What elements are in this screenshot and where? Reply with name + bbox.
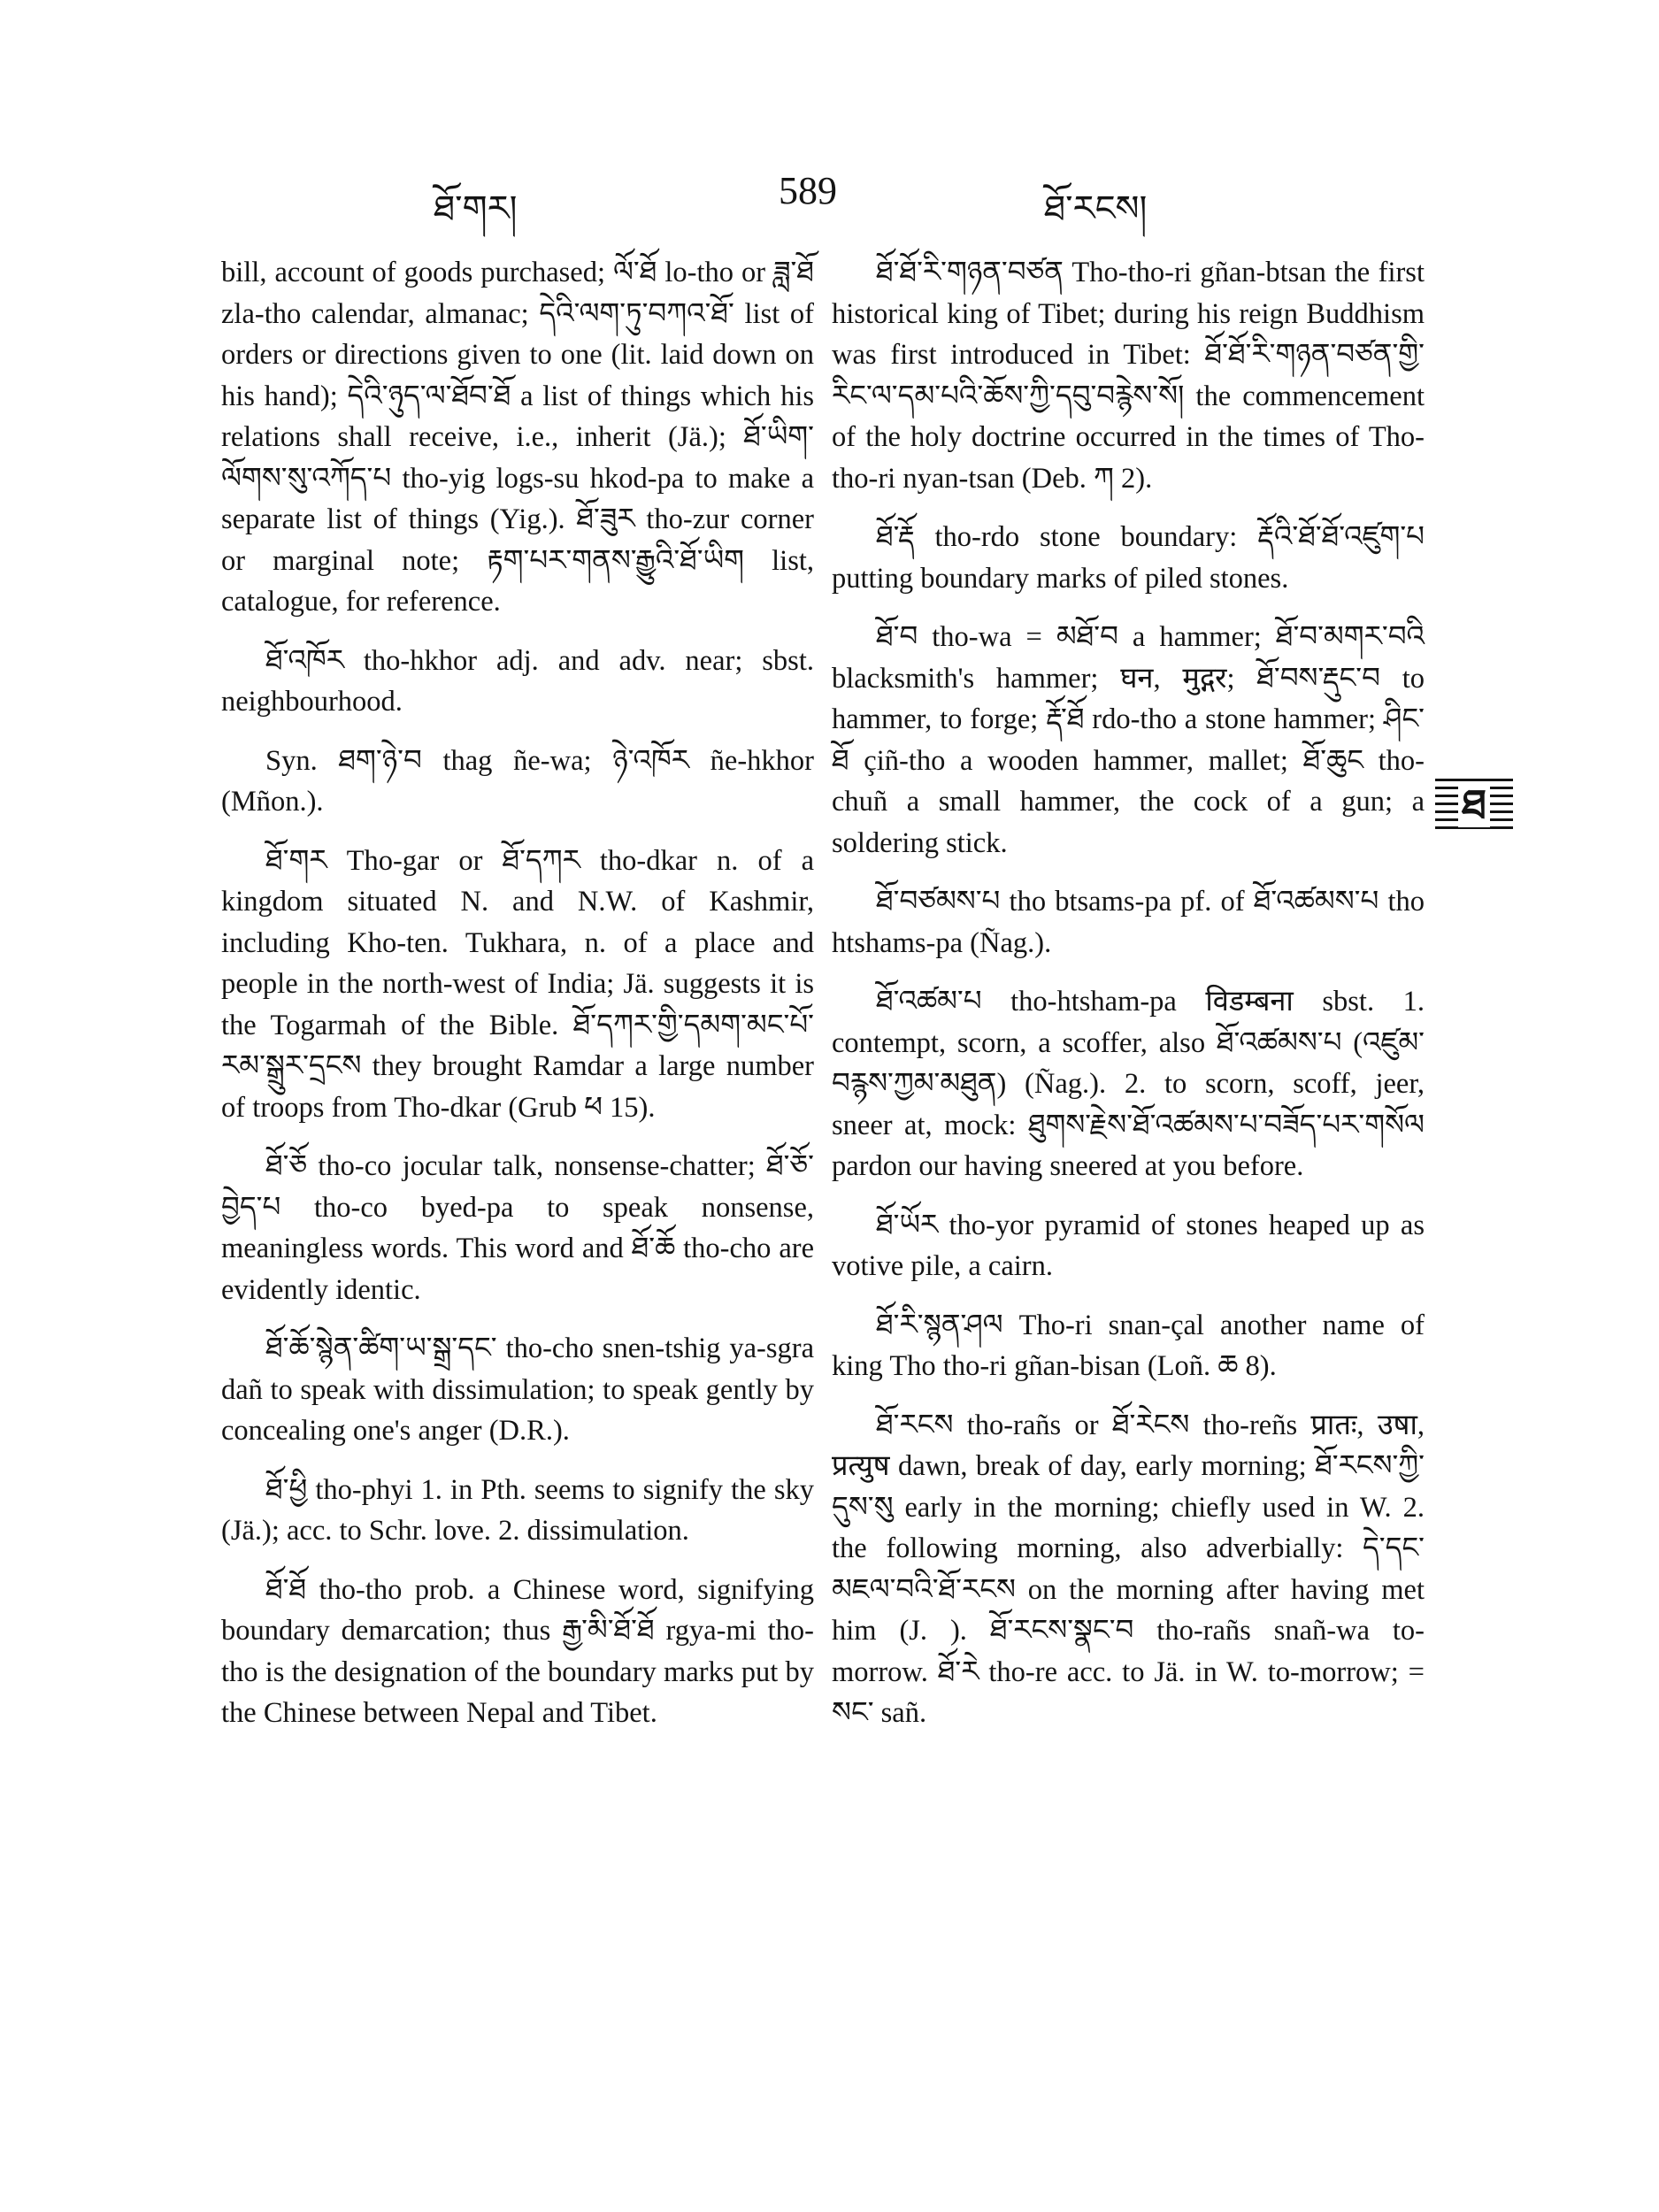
- running-head-right: ཐོ་རངས།: [1044, 188, 1148, 228]
- dictionary-entry: [221, 1328, 814, 1452]
- dictionary-entry: [221, 641, 814, 723]
- page-number: 589: [779, 169, 837, 212]
- entry-text: ཐོ་བ tho-wa = མཐོ་བ a hammer; ཐོ་བ་མགར་བའི blacksmith's hammer; घन, मुद्गर; ཐོ་བས་རྡུང་བ to hammer, to forge; རྡོ་ཐོ rdo-tho a stone hammer; ཤིང་ཐོ çiñ-tho a wooden hammer, mallet; ཐོ་ཆུང tho-chuñ a small hammer, the cock of a gun; a soldering stick.: [832, 621, 1425, 859]
- entry-text: bill, account of goods purchased; ལོ་ཐོ lo-tho or ཟླ་ཐོ zla-tho calendar, almanac; དེའི་ལག་ཏུ་བཀའ་ཐོ་ list of orders or directions given to one (lit. laid down on his hand); དེའི་ཉུད་ལ་ཐོབ་ཐོ a list of things which his relations shall receive, i.e., inherit (Jä.); ཐོ་ཡིག་ལོགས་སུ་འཀོད་པ tho-yig logs-su hkod-pa to make a separate list of things (Yig.). ཐོ་ཟུར tho-zur corner or marginal note; རྟག་པར་གནས་རྒྱུའི་ཐོ་ཡིག list, catalogue, for reference.: [221, 257, 814, 618]
- dictionary-entry: [221, 1570, 814, 1734]
- entry-text: ཐོ་ཅོ tho-co jocular talk, nonsense-chatter; ཐོ་ཅོ་བྱེད་པ tho-co byed-pa to speak nonsense, meaningless words. This word and ཐོ་ཆོ tho-cho are evidently identic.: [221, 1150, 814, 1306]
- dictionary-entry: [832, 617, 1425, 864]
- dictionary-entry: [832, 1405, 1425, 1734]
- thumb-index-letter-text: ཐ: [1458, 782, 1490, 827]
- running-head-left: ཐོ་གར།: [434, 188, 518, 228]
- dictionary-entry: [221, 1470, 814, 1552]
- entry-text: ཐོ་གར Tho-gar or ཐོ་དཀར tho-dkar n. of a kingdom situated N. and N.W. of Kashmir, including Kho-ten. Tukhara, n. of a place and people in the north-west of India; Jä. suggests it is the Togarmah of the Bible. ཐོ་དཀར་གྱི་དམག་མང་པོ་རམ་སྒྲུར་དྲངས they brought Ramdar a large number of troops from Tho-dkar (Grub ཕ 15).: [221, 844, 814, 1124]
- entry-text: ཐོ་ཕྱི tho-phyi 1. in Pth. seems to signify the sky (Jä.); acc. to Schr. love. 2. dissimulation.: [221, 1473, 814, 1547]
- entry-text: ཐོ་འཁོར tho-hkhor adj. and adv. near; sbst. neighbourhood.: [221, 644, 814, 718]
- entry-text: ཐོ་འཚམ་པ tho-htsham-pa विडम्बना sbst. 1. contempt, scorn, a scoffer, also ཐོ་འཚམས་པ (འཛུམ་བརྙས་ཀྱམ་མཐུན) (Ñag.). 2. to scorn, scoff, jeer, sneer at, mock: ཐུགས་རྗེས་ཐོ་འཚམས་པ་བཟོད་པར་གསོལ pardon our having sneered at you before.: [832, 986, 1425, 1182]
- thumb-index-letter: [1435, 782, 1513, 828]
- entry-text: Syn. ཐག་ཉེ་བ thag ñe-wa; ཉེ་འཁོར ñe-hkhor (Mñon.).: [221, 744, 814, 818]
- dictionary-entry: [221, 841, 814, 1129]
- dictionary-entry: [832, 517, 1425, 599]
- dictionary-entry: [832, 881, 1425, 964]
- thumb-index-mark: [1435, 779, 1513, 833]
- dictionary-entry: [832, 981, 1425, 1187]
- entry-text: ཐོ་བཙམས་པ tho btsams-pa pf. of ཐོ་འཚམས་པ tho htshams-pa (Ñag.).: [832, 886, 1425, 959]
- dictionary-entry: [832, 1305, 1425, 1387]
- entry-text: ཐོ་རྡོ tho-rdo stone boundary: རྡོའི་ཐོ་ཐོ་འཛུག་པ putting boundary marks of piled stones.: [832, 521, 1425, 595]
- entry-text: ཐོ་ཐོ་རི་གཉན་བཙན Tho-tho-ri gñan-btsan the first historical king of Tibet; during his reign Buddhism was first introduced in Tibet: ཐོ་ཐོ་རི་གཉན་བཙན་གྱི་རིང་ལ་དམ་པའི་ཆོས་ཀྱི་དབུ་བརྙེས་སོ། the commencement of the holy doctrine occurred in the times of Tho-tho-ri nyan-tsan (Deb. ཀ 2).: [832, 257, 1425, 495]
- entry-text: ཐོ་ཡོར tho-yor pyramid of stones heaped up as votive pile, a cairn.: [832, 1209, 1425, 1282]
- entry-text: ཐོ་ཐོ tho-tho prob. a Chinese word, signifying boundary demarcation; thus རྒྱ་མི་ཐོ་ཐོ rgya-mi tho-tho is the designation of the boundary marks put by the Chinese between Nepal and Tibet.: [221, 1573, 814, 1729]
- right-column: [832, 252, 1425, 1752]
- entry-text: ཐོ་རི་སྙན་ཤལ Tho-ri snan-çal another name of king Tho tho-ri gñan-bisan (Loñ. ཆ 8).: [832, 1309, 1425, 1382]
- dictionary-entry: [221, 741, 814, 823]
- dictionary-entry-continuation: [221, 252, 814, 623]
- dictionary-entry: [221, 1146, 814, 1310]
- left-column: [221, 252, 814, 1752]
- entry-text: ཐོ་རངས tho-rañs or ཐོ་རེངས tho-reñs प्रातः, उषा, प्रत्युष dawn, break of day, early morning; ཐོ་རངས་ཀྱི་དུས་སུ early in the morning; chiefly used in W. 2. the following morning, also adverbially: དེ་དང་མཇལ་བའི་ཐོ་རངས on the morning after having met him (J. ). ཐོ་རངས་སྣང་བ tho-rañs snañ-wa to-morrow. ཐོ་རེ tho-re acc. to Jä. in W. to-morrow; = སང་ sañ.: [832, 1409, 1425, 1729]
- dictionary-entry: [832, 1205, 1425, 1287]
- dictionary-entry: [832, 252, 1425, 499]
- entry-text: ཐོ་ཆོ་སྙེན་ཚིག་ཡ་སྒྲ་དང་ tho-cho snen-tshig ya-sgra dañ to speak with dissimulation; to speak gently by concealing one's anger (D.R.).: [221, 1333, 814, 1447]
